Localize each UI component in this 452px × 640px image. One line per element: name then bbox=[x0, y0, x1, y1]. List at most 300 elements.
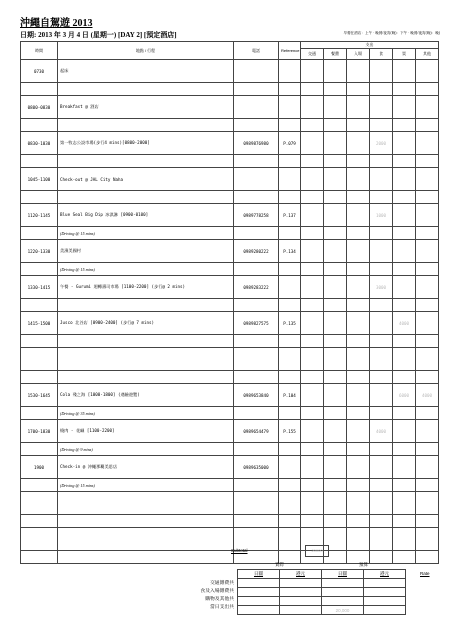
summary-cell bbox=[238, 579, 280, 588]
cell-expense bbox=[324, 348, 347, 371]
cell-time bbox=[21, 479, 58, 492]
cell-expense bbox=[347, 240, 370, 263]
summary-cell bbox=[364, 579, 406, 588]
cell-expense bbox=[324, 456, 347, 479]
cell-reference: P.135 bbox=[279, 312, 301, 335]
cell-expense bbox=[370, 492, 393, 515]
cell-phone: 0989778258 bbox=[234, 204, 279, 227]
cell-empty bbox=[393, 371, 416, 384]
cell-expense bbox=[347, 384, 370, 407]
cell-place: Check-in @ 沖繩那覇美思店 bbox=[58, 456, 234, 479]
cell-empty bbox=[370, 371, 393, 384]
cell-place: 起床 bbox=[58, 60, 234, 83]
cell-time: 1530-1645 bbox=[21, 384, 58, 407]
cell-empty bbox=[324, 371, 347, 384]
summary-cell bbox=[238, 606, 280, 615]
cell-expense bbox=[370, 96, 393, 119]
cell-expense bbox=[416, 60, 439, 83]
header-col: 餐費 bbox=[324, 49, 347, 60]
cell-phone: 0989280222 bbox=[234, 240, 279, 263]
summary-cell bbox=[322, 579, 364, 588]
cell-empty bbox=[370, 83, 393, 96]
cell-reference bbox=[279, 492, 301, 515]
cell-expense bbox=[416, 168, 439, 191]
cell-empty bbox=[324, 83, 347, 96]
summary-table bbox=[237, 561, 406, 615]
cell-driving-note: (Driving @ 15 mins) bbox=[58, 479, 234, 492]
cell-empty bbox=[416, 335, 439, 348]
cell-empty bbox=[324, 227, 347, 240]
cell-expense bbox=[416, 96, 439, 119]
cell-expense bbox=[347, 348, 370, 371]
subtotal-label: Subtotal bbox=[231, 548, 248, 553]
cell-expense bbox=[370, 240, 393, 263]
cell-empty bbox=[370, 515, 393, 528]
cell-time bbox=[21, 119, 58, 132]
summary-cell bbox=[322, 597, 364, 606]
cell-driving-note: (Driving @ 9 mins) bbox=[58, 443, 234, 456]
cell-empty bbox=[234, 263, 279, 276]
cell-place bbox=[58, 348, 234, 371]
cell-expense bbox=[347, 204, 370, 227]
cell-empty bbox=[370, 479, 393, 492]
cell-empty bbox=[301, 299, 324, 312]
cell-empty bbox=[234, 515, 279, 528]
cell-empty bbox=[347, 371, 370, 384]
cell-reference: P.134 bbox=[279, 240, 301, 263]
cell-empty bbox=[279, 443, 301, 456]
cell-time: 1700-1830 bbox=[21, 420, 58, 443]
cell-phone bbox=[234, 348, 279, 371]
cell-time bbox=[21, 348, 58, 371]
cell-empty bbox=[347, 191, 370, 204]
cell-expense bbox=[324, 240, 347, 263]
cell-empty bbox=[416, 119, 439, 132]
cell-empty bbox=[370, 155, 393, 168]
table-row bbox=[21, 96, 439, 119]
date-line: 日期: 2013 年 3 月 4 日 (星期一) [DAY 2] [預定酒店] bbox=[20, 31, 177, 39]
cell-driving-note bbox=[58, 335, 234, 348]
cell-expense bbox=[393, 96, 416, 119]
cell-expense bbox=[370, 312, 393, 335]
cell-empty bbox=[279, 263, 301, 276]
cell-expense bbox=[301, 240, 324, 263]
subtotal-value: 20000 bbox=[305, 545, 329, 557]
cell-expense bbox=[393, 204, 416, 227]
cell-empty bbox=[416, 479, 439, 492]
cell-empty bbox=[324, 443, 347, 456]
cell-time bbox=[21, 528, 58, 551]
cell-expense bbox=[416, 240, 439, 263]
cell-driving-note bbox=[58, 83, 234, 96]
cell-empty bbox=[393, 515, 416, 528]
cell-empty bbox=[324, 299, 347, 312]
cell-empty bbox=[347, 83, 370, 96]
cell-expense bbox=[347, 528, 370, 551]
summary-cell bbox=[280, 579, 322, 588]
cell-empty bbox=[301, 443, 324, 456]
cell-expense bbox=[324, 168, 347, 191]
cell-empty bbox=[301, 263, 324, 276]
cell-reference bbox=[279, 276, 301, 299]
cell-empty bbox=[393, 263, 416, 276]
cell-time: 0830-1030 bbox=[21, 132, 58, 155]
cell-empty bbox=[324, 119, 347, 132]
cell-empty bbox=[347, 155, 370, 168]
table-row bbox=[21, 348, 439, 371]
cell-expense: 4000 bbox=[393, 312, 416, 335]
header-col: 食 bbox=[370, 49, 393, 60]
cell-time: 1045-1100 bbox=[21, 168, 58, 191]
header-col: 交通 bbox=[301, 49, 324, 60]
cell-empty bbox=[393, 83, 416, 96]
cell-reference: P.155 bbox=[279, 420, 301, 443]
cell-empty bbox=[416, 191, 439, 204]
cell-empty bbox=[279, 227, 301, 240]
summary-cell bbox=[238, 597, 280, 606]
cell-expense bbox=[393, 456, 416, 479]
cell-expense bbox=[301, 204, 324, 227]
cell-empty bbox=[234, 479, 279, 492]
cell-time bbox=[21, 299, 58, 312]
cell-empty bbox=[234, 371, 279, 384]
cell-empty bbox=[416, 371, 439, 384]
cell-expense bbox=[416, 456, 439, 479]
cell-reference: P.104 bbox=[279, 384, 301, 407]
cell-time: 0730 bbox=[21, 60, 58, 83]
cell-expense bbox=[301, 312, 324, 335]
cell-expense bbox=[324, 204, 347, 227]
cell-empty bbox=[416, 227, 439, 240]
cell-phone bbox=[234, 168, 279, 191]
cell-time: 1220-1330 bbox=[21, 240, 58, 263]
header-col: 其他 bbox=[416, 49, 439, 60]
cell-time bbox=[21, 371, 58, 384]
summary-sub: 港元 bbox=[280, 570, 322, 579]
cell-time bbox=[21, 551, 58, 564]
cell-empty bbox=[393, 119, 416, 132]
summary-sub: 港元 bbox=[364, 570, 406, 579]
summary-cell bbox=[280, 606, 322, 615]
cell-expense bbox=[324, 420, 347, 443]
cell-empty bbox=[370, 119, 393, 132]
cell-expense bbox=[416, 420, 439, 443]
cell-reference bbox=[279, 528, 301, 551]
cell-empty bbox=[279, 371, 301, 384]
cell-place: Check-out @ JAL City Naha bbox=[58, 168, 234, 191]
cell-driving-note bbox=[58, 515, 234, 528]
cell-expense bbox=[416, 132, 439, 155]
table-subrow bbox=[21, 479, 439, 492]
header-reference: Reference bbox=[279, 42, 301, 60]
cell-expense: 4000 bbox=[416, 384, 439, 407]
cell-empty bbox=[416, 299, 439, 312]
cell-empty bbox=[370, 227, 393, 240]
cell-expense bbox=[301, 384, 324, 407]
cell-expense bbox=[301, 456, 324, 479]
cell-reference bbox=[279, 168, 301, 191]
cell-time bbox=[21, 335, 58, 348]
cell-empty bbox=[393, 191, 416, 204]
cell-reference: P.079 bbox=[279, 132, 301, 155]
table-row bbox=[21, 420, 439, 443]
cell-empty bbox=[393, 407, 416, 420]
cell-expense bbox=[393, 240, 416, 263]
summary-cell bbox=[364, 606, 406, 615]
cell-expense bbox=[301, 132, 324, 155]
cell-expense bbox=[324, 96, 347, 119]
cell-driving-note bbox=[58, 155, 234, 168]
cell-expense bbox=[324, 60, 347, 83]
cell-reference bbox=[279, 60, 301, 83]
cell-empty bbox=[234, 83, 279, 96]
cell-empty bbox=[234, 335, 279, 348]
cell-empty bbox=[279, 335, 301, 348]
summary-cell bbox=[322, 588, 364, 597]
header-time: 時間 bbox=[21, 42, 58, 60]
cell-empty bbox=[416, 407, 439, 420]
rate-label: Rate bbox=[420, 571, 430, 576]
table-subrow bbox=[21, 299, 439, 312]
table-row bbox=[21, 528, 439, 551]
header-note: 早餐在酒店：上午 · 晚餐/夜宵(晚)：下午 · 晚餐/夜宵(晚)：晚) bbox=[343, 31, 440, 35]
table-row bbox=[21, 204, 439, 227]
cell-expense bbox=[393, 528, 416, 551]
cell-empty bbox=[370, 443, 393, 456]
cell-empty bbox=[347, 407, 370, 420]
cell-phone: 0989876980 bbox=[234, 132, 279, 155]
table-subrow bbox=[21, 263, 439, 276]
cell-empty bbox=[347, 515, 370, 528]
cell-empty bbox=[393, 155, 416, 168]
summary-label: 購物及其他共 bbox=[205, 597, 234, 602]
cell-place: 燒肉 - 花織 [1100-2200] bbox=[58, 420, 234, 443]
cell-empty bbox=[347, 479, 370, 492]
cell-expense: 2000 bbox=[370, 132, 393, 155]
cell-expense bbox=[370, 60, 393, 83]
cell-expense bbox=[347, 276, 370, 299]
cell-time bbox=[21, 83, 58, 96]
cell-empty bbox=[393, 479, 416, 492]
cell-empty bbox=[393, 299, 416, 312]
itinerary-body bbox=[21, 60, 439, 564]
cell-empty bbox=[370, 299, 393, 312]
cell-empty bbox=[301, 155, 324, 168]
cell-phone: 0989827575 bbox=[234, 312, 279, 335]
table-subrow bbox=[21, 335, 439, 348]
cell-time bbox=[21, 191, 58, 204]
cell-phone: 0989635000 bbox=[234, 456, 279, 479]
cell-expense: 4000 bbox=[370, 420, 393, 443]
summary-cell bbox=[280, 597, 322, 606]
cell-expense bbox=[301, 168, 324, 191]
cell-expense bbox=[370, 384, 393, 407]
cell-empty bbox=[370, 191, 393, 204]
cell-empty bbox=[234, 191, 279, 204]
cell-phone bbox=[234, 492, 279, 515]
cell-empty bbox=[393, 227, 416, 240]
summary-head-budget: 預算 bbox=[359, 562, 368, 567]
cell-time bbox=[21, 492, 58, 515]
cell-reference bbox=[279, 96, 301, 119]
cell-expense bbox=[347, 312, 370, 335]
cell-time bbox=[21, 263, 58, 276]
table-row bbox=[21, 492, 439, 515]
summary-total-value: 20,000 bbox=[322, 606, 364, 615]
cell-expense bbox=[416, 204, 439, 227]
table-subrow bbox=[21, 443, 439, 456]
cell-driving-note: (Driving @ 15 mins) bbox=[58, 227, 234, 240]
cell-empty bbox=[234, 299, 279, 312]
cell-empty bbox=[370, 407, 393, 420]
cell-expense bbox=[301, 96, 324, 119]
cell-empty bbox=[324, 263, 347, 276]
cell-empty bbox=[416, 443, 439, 456]
cell-empty bbox=[370, 335, 393, 348]
cell-expense bbox=[301, 348, 324, 371]
cell-empty bbox=[347, 263, 370, 276]
cell-empty bbox=[347, 443, 370, 456]
cell-expense bbox=[324, 276, 347, 299]
cell-empty bbox=[301, 371, 324, 384]
cell-empty bbox=[279, 479, 301, 492]
cell-time bbox=[21, 227, 58, 240]
cell-expense bbox=[324, 132, 347, 155]
cell-empty bbox=[347, 119, 370, 132]
cell-empty bbox=[234, 119, 279, 132]
cell-expense bbox=[347, 132, 370, 155]
cell-place bbox=[58, 492, 234, 515]
cell-empty bbox=[234, 227, 279, 240]
cell-empty bbox=[279, 119, 301, 132]
cell-driving-note bbox=[58, 119, 234, 132]
cell-empty bbox=[279, 515, 301, 528]
cell-empty bbox=[416, 155, 439, 168]
cell-place bbox=[58, 528, 234, 551]
cell-time: 1120-1145 bbox=[21, 204, 58, 227]
cell-time: 1330-1415 bbox=[21, 276, 58, 299]
cell-expense bbox=[370, 528, 393, 551]
table-row bbox=[21, 384, 439, 407]
cell-place: 午餐 - Gurumi 迴轉壽司市場 [1100-2200] (步行@ 2 mins) bbox=[58, 276, 234, 299]
cell-phone: 0989283222 bbox=[234, 276, 279, 299]
cell-expense bbox=[347, 168, 370, 191]
cell-expense bbox=[324, 492, 347, 515]
table-row bbox=[21, 276, 439, 299]
cell-empty bbox=[416, 551, 439, 564]
cell-expense bbox=[416, 276, 439, 299]
table-subrow bbox=[21, 515, 439, 528]
summary-cell bbox=[364, 597, 406, 606]
cell-reference bbox=[279, 348, 301, 371]
cell-time bbox=[21, 155, 58, 168]
cell-expense bbox=[370, 348, 393, 371]
cell-expense bbox=[347, 96, 370, 119]
cell-expense bbox=[347, 60, 370, 83]
cell-time bbox=[21, 515, 58, 528]
summary-label: 食及入場雜費共 bbox=[200, 589, 234, 594]
cell-empty bbox=[324, 515, 347, 528]
cell-expense bbox=[347, 492, 370, 515]
cell-expense bbox=[370, 168, 393, 191]
cell-expense bbox=[347, 420, 370, 443]
cell-driving-note bbox=[58, 299, 234, 312]
header-expenses: 支出 bbox=[301, 42, 439, 49]
cell-expense bbox=[301, 420, 324, 443]
cell-time: 1900 bbox=[21, 456, 58, 479]
table-row bbox=[21, 312, 439, 335]
summary-labels bbox=[176, 580, 234, 612]
cell-place: Jusco 北谷店 [0900-2400] (步行@ 7 mins) bbox=[58, 312, 234, 335]
cell-expense bbox=[347, 456, 370, 479]
cell-place: 美濱美國村 bbox=[58, 240, 234, 263]
cell-expense bbox=[393, 492, 416, 515]
cell-expense bbox=[393, 276, 416, 299]
cell-empty bbox=[393, 443, 416, 456]
cell-empty bbox=[279, 155, 301, 168]
cell-driving-note bbox=[58, 371, 234, 384]
cell-reference: P.137 bbox=[279, 204, 301, 227]
cell-expense bbox=[393, 420, 416, 443]
cell-empty bbox=[301, 119, 324, 132]
cell-empty bbox=[234, 407, 279, 420]
cell-expense bbox=[393, 60, 416, 83]
cell-empty bbox=[301, 227, 324, 240]
summary-label: 交通雜費共 bbox=[210, 581, 234, 586]
cell-empty bbox=[324, 479, 347, 492]
table-row bbox=[21, 60, 439, 83]
table-subrow bbox=[21, 119, 439, 132]
summary-cell bbox=[280, 588, 322, 597]
table-subrow bbox=[21, 407, 439, 420]
cell-driving-note bbox=[58, 191, 234, 204]
cell-empty bbox=[234, 443, 279, 456]
cell-empty bbox=[416, 515, 439, 528]
summary-sub: 日圓 bbox=[322, 570, 364, 579]
cell-expense bbox=[301, 60, 324, 83]
cell-expense bbox=[370, 456, 393, 479]
cell-time: 0800-0830 bbox=[21, 96, 58, 119]
cell-empty bbox=[279, 83, 301, 96]
cell-driving-note: (Driving @ 35 mins) bbox=[58, 407, 234, 420]
table-row bbox=[21, 240, 439, 263]
header-place: 地點 / 行程 bbox=[58, 42, 234, 60]
cell-phone: 0989653840 bbox=[234, 384, 279, 407]
cell-driving-note bbox=[58, 551, 234, 564]
table-row bbox=[21, 456, 439, 479]
cell-empty bbox=[416, 263, 439, 276]
cell-expense: 1000 bbox=[370, 204, 393, 227]
cell-empty bbox=[279, 407, 301, 420]
cell-expense bbox=[416, 312, 439, 335]
cell-expense: 6000 bbox=[393, 384, 416, 407]
cell-time bbox=[21, 443, 58, 456]
summary-cell bbox=[364, 588, 406, 597]
cell-empty bbox=[347, 335, 370, 348]
cell-empty bbox=[370, 263, 393, 276]
cell-empty bbox=[324, 155, 347, 168]
cell-expense bbox=[416, 528, 439, 551]
cell-empty bbox=[347, 227, 370, 240]
cell-phone bbox=[234, 96, 279, 119]
cell-phone bbox=[234, 60, 279, 83]
cell-empty bbox=[301, 191, 324, 204]
cell-expense bbox=[301, 492, 324, 515]
cell-empty bbox=[301, 407, 324, 420]
cell-expense: 3000 bbox=[370, 276, 393, 299]
cell-place: Breakfast @ 酒店 bbox=[58, 96, 234, 119]
cell-empty bbox=[279, 299, 301, 312]
